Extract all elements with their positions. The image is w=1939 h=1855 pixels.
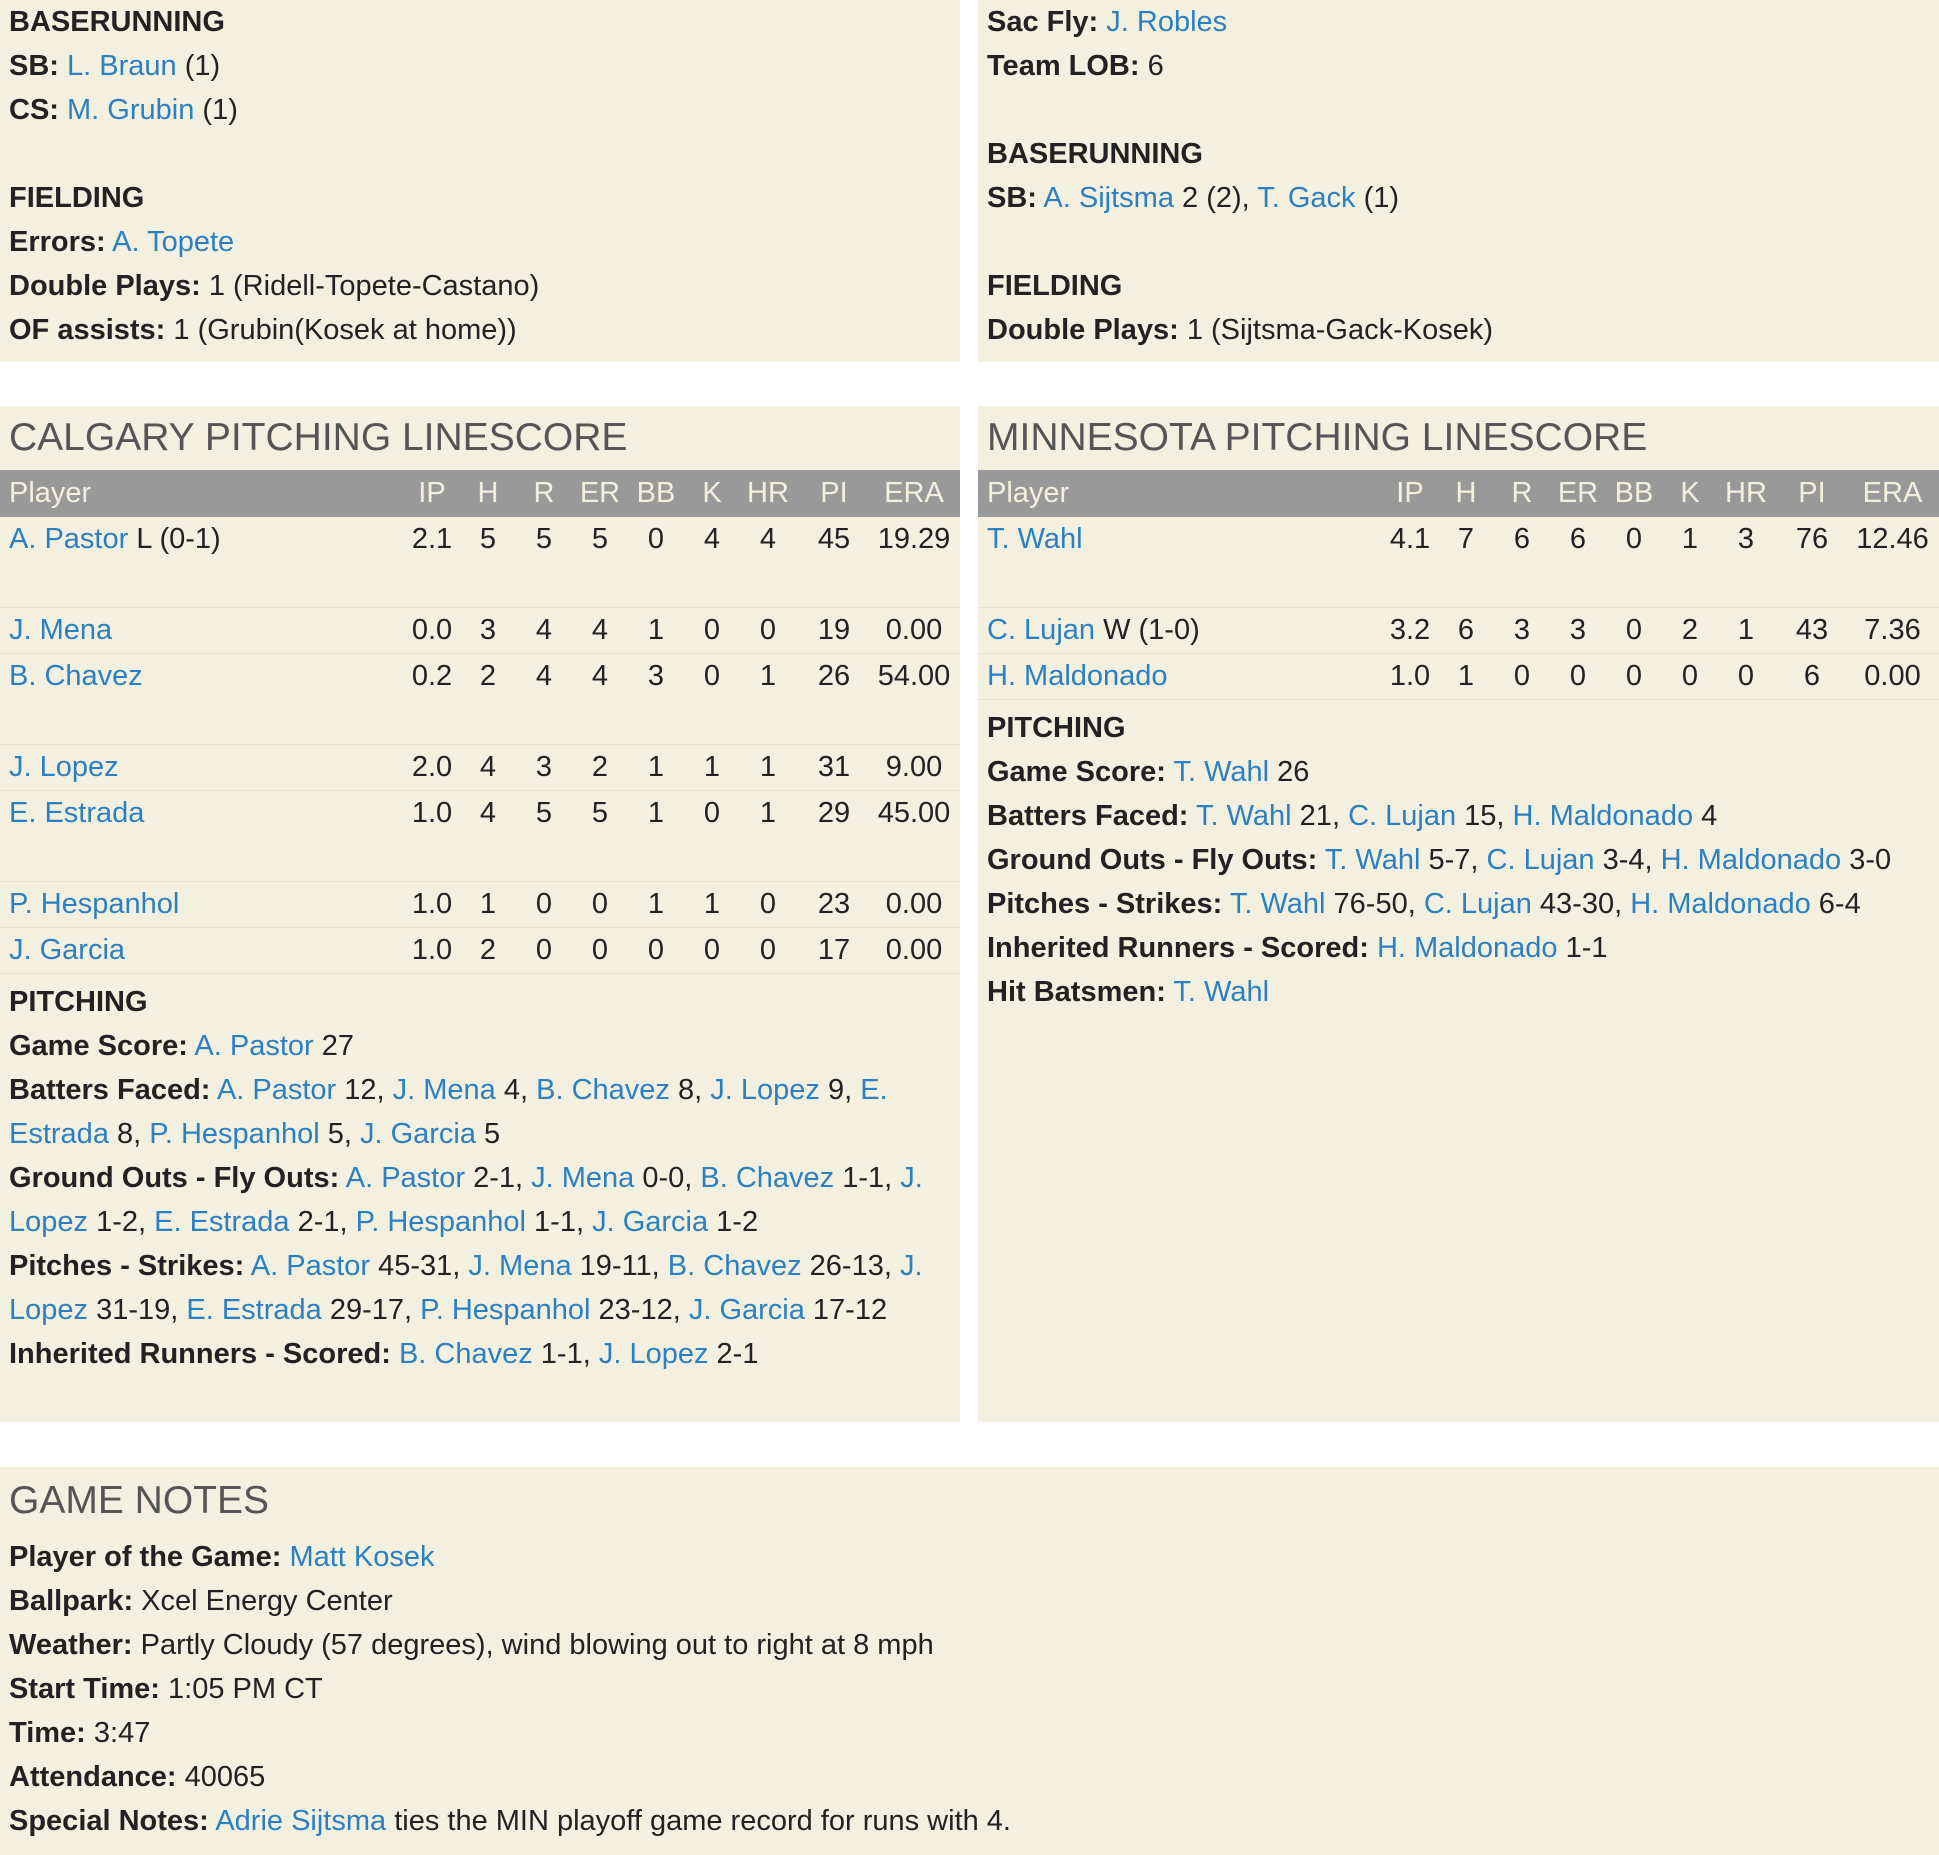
- player-link[interactable]: P. Hespanhol: [420, 1294, 591, 1326]
- stat-cell: 2: [591, 751, 609, 783]
- minnesota-pitches-strikes-line: Pitches - Strikes: T. Wahl 76-50, C. Lujan 43-30, H. Maldonado 6-4: [987, 888, 1861, 920]
- calgary-pitches-strikes-line-2: [9, 1288, 960, 1332]
- column-header: BB: [1614, 477, 1654, 509]
- start-time-line: Start Time: 1:05 PM CT: [9, 1673, 323, 1705]
- minnesota-pitching-title: MINNESOTA PITCHING LINESCORE: [987, 416, 1648, 459]
- stat-cell: 0: [759, 888, 777, 920]
- calgary-double-plays-line: Double Plays: 1 (Ridell-Topete-Castano): [9, 270, 540, 302]
- player-link[interactable]: Estrada: [9, 1118, 109, 1150]
- minnesota-batters-faced-line: Batters Faced: T. Wahl 21, C. Lujan 15, H. Maldonado 4: [987, 800, 1718, 832]
- stat-cell: 0.00: [1864, 660, 1921, 692]
- stat-cell: 6: [1457, 614, 1475, 646]
- stat-cell: 2: [479, 934, 497, 966]
- stat-cell: 5: [479, 523, 497, 555]
- stat-cell: 1: [703, 751, 721, 783]
- stat-cell: 4: [591, 614, 609, 646]
- player-link[interactable]: B. Chavez: [398, 1338, 533, 1370]
- stat-cell: 54.00: [877, 660, 951, 692]
- game-notes-title: GAME NOTES: [9, 1479, 270, 1522]
- player-link[interactable]: T. Wahl: [1229, 888, 1326, 920]
- calgary-go-fo-line: Ground Outs - Fly Outs: A. Pastor 2-1, J. Mena 0-0, B. Chavez 1-1, J.: [9, 1162, 923, 1194]
- stat-cell: 2.0: [411, 751, 453, 783]
- stat-value: 17-12: [804, 1294, 888, 1326]
- stat-cell: 6: [1569, 523, 1587, 555]
- stat-cell: 0: [1625, 614, 1643, 646]
- stat-value: 15,: [1456, 800, 1513, 832]
- stat-value: 5,: [319, 1118, 360, 1150]
- column-header: ERA: [884, 477, 944, 509]
- stat-cell: 1: [1737, 614, 1755, 646]
- stat-value: 8,: [669, 1074, 711, 1106]
- stat-value: 2-1: [708, 1338, 759, 1370]
- stat-value: 43-30,: [1531, 888, 1631, 920]
- table-row: [978, 517, 1939, 608]
- decision-label: W (1-0): [1103, 614, 1200, 646]
- column-header: IP: [1396, 477, 1424, 509]
- player-link[interactable]: J. Mena: [531, 1162, 635, 1194]
- stat-cell: 0: [703, 797, 721, 829]
- stat-value: 1-2: [708, 1206, 759, 1238]
- player-link[interactable]: C. Lujan: [987, 614, 1096, 646]
- stat-cell: 3: [647, 660, 665, 692]
- stat-cell: 12.46: [1856, 523, 1929, 555]
- stat-value: 23-12,: [590, 1294, 689, 1326]
- stat-cell: 1: [647, 888, 665, 920]
- minnesota-baserunning-heading: BASERUNNING: [987, 138, 1203, 170]
- player-cell: [0, 608, 400, 654]
- stat-value: 21,: [1291, 800, 1349, 832]
- ballpark-line: Ballpark: Xcel Energy Center: [9, 1585, 393, 1617]
- stat-cell: 1: [759, 797, 777, 829]
- minnesota-pitching-table: [978, 470, 1939, 700]
- calgary-go-fo-line-2: [9, 1200, 960, 1244]
- stat-cell: 4.1: [1389, 523, 1431, 555]
- player-link[interactable]: J. Mena: [9, 614, 113, 646]
- table-row: [0, 517, 960, 608]
- stat-cell: 3.2: [1389, 614, 1431, 646]
- stat-cell: 1: [647, 614, 665, 646]
- column-header: R: [533, 477, 555, 509]
- calgary-cs-line: CS: M. Grubin (1): [9, 94, 238, 126]
- stat-value: 6-4: [1810, 888, 1861, 920]
- stat-cell: 0: [1513, 660, 1531, 692]
- stat-value: 5-7,: [1420, 844, 1487, 876]
- stat-cell: 0: [1625, 660, 1643, 692]
- minnesota-inherited-runners-line: Inherited Runners - Scored: H. Maldonado 1-1: [987, 932, 1608, 964]
- stat-cell: 6: [1513, 523, 1531, 555]
- stat-cell: 3: [1569, 614, 1587, 646]
- stat-value: 12,: [336, 1074, 393, 1106]
- column-header: R: [1511, 477, 1533, 509]
- calgary-batting-notes-panel: [0, 0, 960, 362]
- player-link[interactable]: H. Maldonado: [1630, 888, 1811, 920]
- player-link[interactable]: E.: [860, 1074, 888, 1106]
- calgary-fielding-heading: FIELDING: [9, 182, 145, 214]
- player-link[interactable]: C. Lujan: [1348, 800, 1457, 832]
- stat-cell: 1: [703, 888, 721, 920]
- stat-cell: 4: [759, 523, 777, 555]
- player-link[interactable]: H. Maldonado: [1376, 932, 1558, 964]
- stat-cell: 0: [1681, 660, 1699, 692]
- stat-value: 1-2,: [88, 1206, 155, 1238]
- stat-cell: 3: [1737, 523, 1755, 555]
- special-notes-line: Special Notes: Adrie Sijtsma ties the MIN playoff game record for runs with 4.: [9, 1805, 1011, 1837]
- player-of-the-game-line: Player of the Game: Matt Kosek: [9, 1541, 435, 1573]
- column-header: IP: [418, 477, 446, 509]
- stat-cell: 3: [479, 614, 497, 646]
- minnesota-sac-fly-line: Sac Fly: J. Robles: [987, 6, 1228, 38]
- stat-cell: 0.00: [885, 614, 943, 646]
- stat-value: 4,: [495, 1074, 537, 1106]
- player-link[interactable]: T. Wahl: [1173, 976, 1270, 1008]
- stat-value: 5: [475, 1118, 501, 1150]
- stat-cell: 0.00: [885, 934, 943, 966]
- stat-value: 45-31,: [370, 1250, 469, 1282]
- player-link[interactable]: P. Hespanhol: [355, 1206, 526, 1238]
- player-cell: [0, 882, 400, 928]
- player-link[interactable]: M. Grubin: [67, 94, 195, 126]
- attendance-line: Attendance: 40065: [9, 1761, 266, 1793]
- player-link[interactable]: T. Wahl: [1196, 800, 1292, 832]
- player-link[interactable]: P. Hespanhol: [149, 1118, 320, 1150]
- stat-cell: 0: [647, 523, 665, 555]
- stat-cell: 1: [759, 751, 777, 783]
- player-link[interactable]: J. Garcia: [592, 1206, 709, 1238]
- player-link[interactable]: P. Hespanhol: [9, 888, 180, 920]
- stat-cell: 0: [703, 660, 721, 692]
- stat-value: 19-11,: [571, 1250, 668, 1282]
- player-cell: [0, 791, 400, 882]
- minnesota-team-lob-line: Team LOB: 6: [987, 50, 1164, 82]
- column-header: K: [1680, 477, 1700, 509]
- stat-cell: 45.00: [877, 797, 951, 829]
- stat-cell: 31: [817, 751, 851, 783]
- stat-cell: 19.29: [877, 523, 951, 555]
- stat-cell: 29: [817, 797, 851, 829]
- stat-cell: 1.0: [411, 888, 453, 920]
- column-header: Player: [9, 477, 92, 509]
- stat-value: 8,: [108, 1118, 150, 1150]
- stat-value: 26: [1269, 756, 1310, 788]
- player-link[interactable]: Matt Kosek: [289, 1541, 435, 1573]
- player-link[interactable]: J. Garcia: [688, 1294, 805, 1326]
- player-link[interactable]: J.: [900, 1162, 923, 1194]
- minnesota-sb-line: SB: A. Sijtsma 2 (2), T. Gack (1): [987, 182, 1400, 214]
- stat-value: 0-0,: [634, 1162, 701, 1194]
- stat-cell: 0: [591, 934, 609, 966]
- minnesota-game-score-line: Game Score: T. Wahl 26: [987, 756, 1310, 788]
- player-cell: [978, 654, 1378, 700]
- calgary-batters-faced-line-2: [9, 1112, 960, 1156]
- player-link[interactable]: B. Chavez: [9, 660, 143, 692]
- calgary-baserunning-heading: BASERUNNING: [9, 6, 225, 38]
- player-cell: [0, 654, 400, 745]
- stat-cell: 0: [1737, 660, 1755, 692]
- stat-cell: 1: [1457, 660, 1475, 692]
- stat-cell: 3: [535, 751, 553, 783]
- table-row: [0, 745, 960, 791]
- stat-cell: 5: [535, 523, 553, 555]
- minnesota-batting-notes-panel: [978, 0, 1939, 362]
- stat-cell: 1.0: [1389, 660, 1431, 692]
- player-link[interactable]: C. Lujan: [1486, 844, 1595, 876]
- stat-cell: 4: [479, 797, 497, 829]
- player-link[interactable]: Lopez: [9, 1294, 89, 1326]
- table-header-row: [0, 470, 960, 517]
- table-row: [978, 608, 1939, 654]
- column-header: ER: [1557, 477, 1599, 509]
- table-header-row: [978, 470, 1939, 517]
- stat-cell: 1: [479, 888, 497, 920]
- calgary-sb-line: SB: L. Braun (1): [9, 50, 221, 82]
- column-header: Player: [987, 477, 1070, 509]
- column-header: HR: [1725, 477, 1767, 509]
- calgary-of-assists-line: OF assists: 1 (Grubin(Kosek at home)): [9, 314, 517, 346]
- column-header: HR: [747, 477, 789, 509]
- stat-value: 2-1,: [289, 1206, 356, 1238]
- column-header: H: [1455, 477, 1477, 509]
- player-link[interactable]: B. Chavez: [667, 1250, 802, 1282]
- column-header: BB: [636, 477, 676, 509]
- stat-cell: 2.1: [411, 523, 453, 555]
- stat-cell: 0: [1569, 660, 1587, 692]
- stat-value: 27: [313, 1030, 354, 1062]
- player-link[interactable]: J. Garcia: [9, 934, 126, 966]
- player-link[interactable]: J. Lopez: [598, 1338, 709, 1370]
- player-link[interactable]: A. Topete: [112, 226, 235, 258]
- player-cell: [978, 517, 1378, 608]
- player-link[interactable]: Adrie Sijtsma: [215, 1805, 387, 1837]
- player-link[interactable]: T. Wahl: [1324, 844, 1421, 876]
- stat-value: 31-19,: [88, 1294, 187, 1326]
- player-link[interactable]: B. Chavez: [536, 1074, 670, 1106]
- stat-cell: 0: [591, 888, 609, 920]
- player-link[interactable]: E. Estrada: [154, 1206, 290, 1238]
- calgary-errors-line: Errors: A. Topete: [9, 226, 235, 258]
- stat-cell: 5: [535, 797, 553, 829]
- player-link[interactable]: T. Wahl: [1173, 756, 1270, 788]
- player-link[interactable]: J.: [899, 1250, 923, 1282]
- player-link[interactable]: E. Estrada: [186, 1294, 322, 1326]
- player-link[interactable]: Lopez: [9, 1206, 89, 1238]
- player-link[interactable]: T. Wahl: [987, 523, 1083, 555]
- stat-cell: 0: [1625, 523, 1643, 555]
- player-link[interactable]: B. Chavez: [700, 1162, 835, 1194]
- player-link[interactable]: J. Lopez: [9, 751, 119, 783]
- calgary-pitching-title: CALGARY PITCHING LINESCORE: [9, 416, 628, 459]
- column-header: ER: [579, 477, 621, 509]
- player-link[interactable]: H. Maldonado: [987, 660, 1168, 692]
- stat-cell: 5: [591, 523, 609, 555]
- weather-line: Weather: Partly Cloudy (57 degrees), wind blowing out to right at 8 mph: [9, 1629, 934, 1661]
- stat-cell: 17: [817, 934, 851, 966]
- stat-cell: 0.0: [411, 614, 453, 646]
- stat-value: 1-1,: [834, 1162, 901, 1194]
- calgary-batters-faced-line: Batters Faced: A. Pastor 12, J. Mena 4, B. Chavez 8, J. Lopez 9, E.: [9, 1074, 888, 1106]
- table-row: [0, 882, 960, 928]
- player-link[interactable]: J. Robles: [1106, 6, 1228, 38]
- stat-cell: 26: [817, 660, 851, 692]
- stat-cell: 9.00: [885, 751, 943, 783]
- player-link[interactable]: H. Maldonado: [1660, 844, 1842, 876]
- stat-cell: 6: [1803, 660, 1821, 692]
- stat-cell: 4: [703, 523, 721, 555]
- player-link[interactable]: J. Garcia: [359, 1118, 476, 1150]
- calgary-game-score-line: Game Score: A. Pastor 27: [9, 1030, 354, 1062]
- player-cell: [0, 928, 400, 974]
- stat-value: 9,: [819, 1074, 861, 1106]
- table-row: [0, 791, 960, 882]
- table-row: [0, 654, 960, 745]
- minnesota-hit-batsmen-line: Hit Batsmen: T. Wahl: [987, 976, 1270, 1008]
- player-cell: [0, 745, 400, 791]
- stat-cell: 0: [759, 614, 777, 646]
- stat-cell: 2: [1681, 614, 1699, 646]
- column-header: K: [702, 477, 722, 509]
- stat-cell: 19: [817, 614, 851, 646]
- stat-cell: 4: [535, 614, 553, 646]
- stat-cell: 0: [759, 934, 777, 966]
- stat-cell: 3: [1513, 614, 1531, 646]
- calgary-pitching-table: [0, 470, 960, 974]
- calgary-inherited-runners-line: Inherited Runners - Scored: B. Chavez 1-1, J. Lopez 2-1: [9, 1338, 759, 1370]
- player-link[interactable]: A. Pastor: [9, 523, 129, 555]
- table-row: [0, 928, 960, 974]
- player-link[interactable]: A. Sijtsma: [1043, 182, 1174, 214]
- stat-cell: 1: [647, 797, 665, 829]
- stat-cell: 0: [703, 614, 721, 646]
- stat-cell: 5: [591, 797, 609, 829]
- stat-cell: 0: [535, 934, 553, 966]
- player-link[interactable]: A. Pastor: [194, 1030, 314, 1062]
- stat-cell: 0.00: [885, 888, 943, 920]
- stat-cell: 1: [759, 660, 777, 692]
- stat-cell: 7.36: [1864, 614, 1921, 646]
- player-cell: [978, 608, 1378, 654]
- stat-cell: 23: [817, 888, 851, 920]
- stat-cell: 0: [703, 934, 721, 966]
- player-link[interactable]: A. Pastor: [345, 1162, 466, 1194]
- stat-value: 26-13,: [801, 1250, 900, 1282]
- minnesota-pitching-notes-heading: PITCHING: [987, 712, 1126, 744]
- player-link[interactable]: J. Lopez: [710, 1074, 820, 1106]
- calgary-pitching-notes-heading: PITCHING: [9, 986, 148, 1018]
- stat-value: 1-1: [1557, 932, 1608, 964]
- stat-cell: 1: [647, 751, 665, 783]
- minnesota-double-plays-line: Double Plays: 1 (Sijtsma-Gack-Kosek): [987, 314, 1494, 346]
- stat-value: 1-1,: [525, 1206, 593, 1238]
- player-link[interactable]: H. Maldonado: [1512, 800, 1694, 832]
- game-notes-panel: [0, 1467, 1939, 1855]
- stat-cell: 2: [479, 660, 497, 692]
- stat-cell: 1: [1681, 523, 1699, 555]
- stat-cell: 43: [1795, 614, 1829, 646]
- stat-cell: 0: [535, 888, 553, 920]
- column-header: PI: [820, 477, 848, 509]
- minnesota-fielding-heading: FIELDING: [987, 270, 1123, 302]
- player-link[interactable]: J. Mena: [468, 1250, 572, 1282]
- stat-cell: 45: [817, 523, 851, 555]
- stat-cell: 0.2: [411, 660, 453, 692]
- player-link[interactable]: T. Gack: [1257, 182, 1356, 214]
- stat-cell: 4: [591, 660, 609, 692]
- stat-value: 2-1,: [465, 1162, 532, 1194]
- table-row: [0, 608, 960, 654]
- player-link[interactable]: A. Pastor: [216, 1074, 337, 1106]
- player-link[interactable]: J. Mena: [392, 1074, 496, 1106]
- column-header: ERA: [1862, 477, 1923, 509]
- stat-cell: 7: [1457, 523, 1475, 555]
- stat-cell: 1.0: [411, 797, 453, 829]
- player-link[interactable]: A. Pastor: [250, 1250, 371, 1282]
- stat-value: 3-0: [1841, 844, 1892, 876]
- stat-cell: 1.0: [411, 934, 453, 966]
- game-time-line: Time: 3:47: [9, 1717, 151, 1749]
- stat-cell: 4: [535, 660, 553, 692]
- player-link[interactable]: C. Lujan: [1423, 888, 1532, 920]
- player-cell: [0, 517, 400, 608]
- table-row: [978, 654, 1939, 700]
- minnesota-go-fo-line: Ground Outs - Fly Outs: T. Wahl 5-7, C. Lujan 3-4, H. Maldonado 3-0: [987, 844, 1892, 876]
- minnesota-pitching-panel: [978, 406, 1939, 1422]
- player-link[interactable]: L. Braun: [67, 50, 177, 82]
- stat-cell: 4: [479, 751, 497, 783]
- calgary-pitches-strikes-line: Pitches - Strikes: A. Pastor 45-31, J. Mena 19-11, B. Chavez 26-13, J.: [9, 1250, 923, 1282]
- column-header: PI: [1798, 477, 1826, 509]
- decision-label: L (0-1): [136, 523, 221, 555]
- calgary-pitching-panel: [0, 406, 960, 1422]
- stat-cell: 76: [1795, 523, 1829, 555]
- stat-value: 4: [1693, 800, 1718, 832]
- player-link[interactable]: E. Estrada: [9, 797, 145, 829]
- stat-value: 76-50,: [1325, 888, 1424, 920]
- stat-cell: 0: [647, 934, 665, 966]
- column-header: H: [477, 477, 499, 509]
- stat-value: 29-17,: [321, 1294, 421, 1326]
- stat-value: 1-1,: [532, 1338, 599, 1370]
- stat-value: 3-4,: [1594, 844, 1661, 876]
